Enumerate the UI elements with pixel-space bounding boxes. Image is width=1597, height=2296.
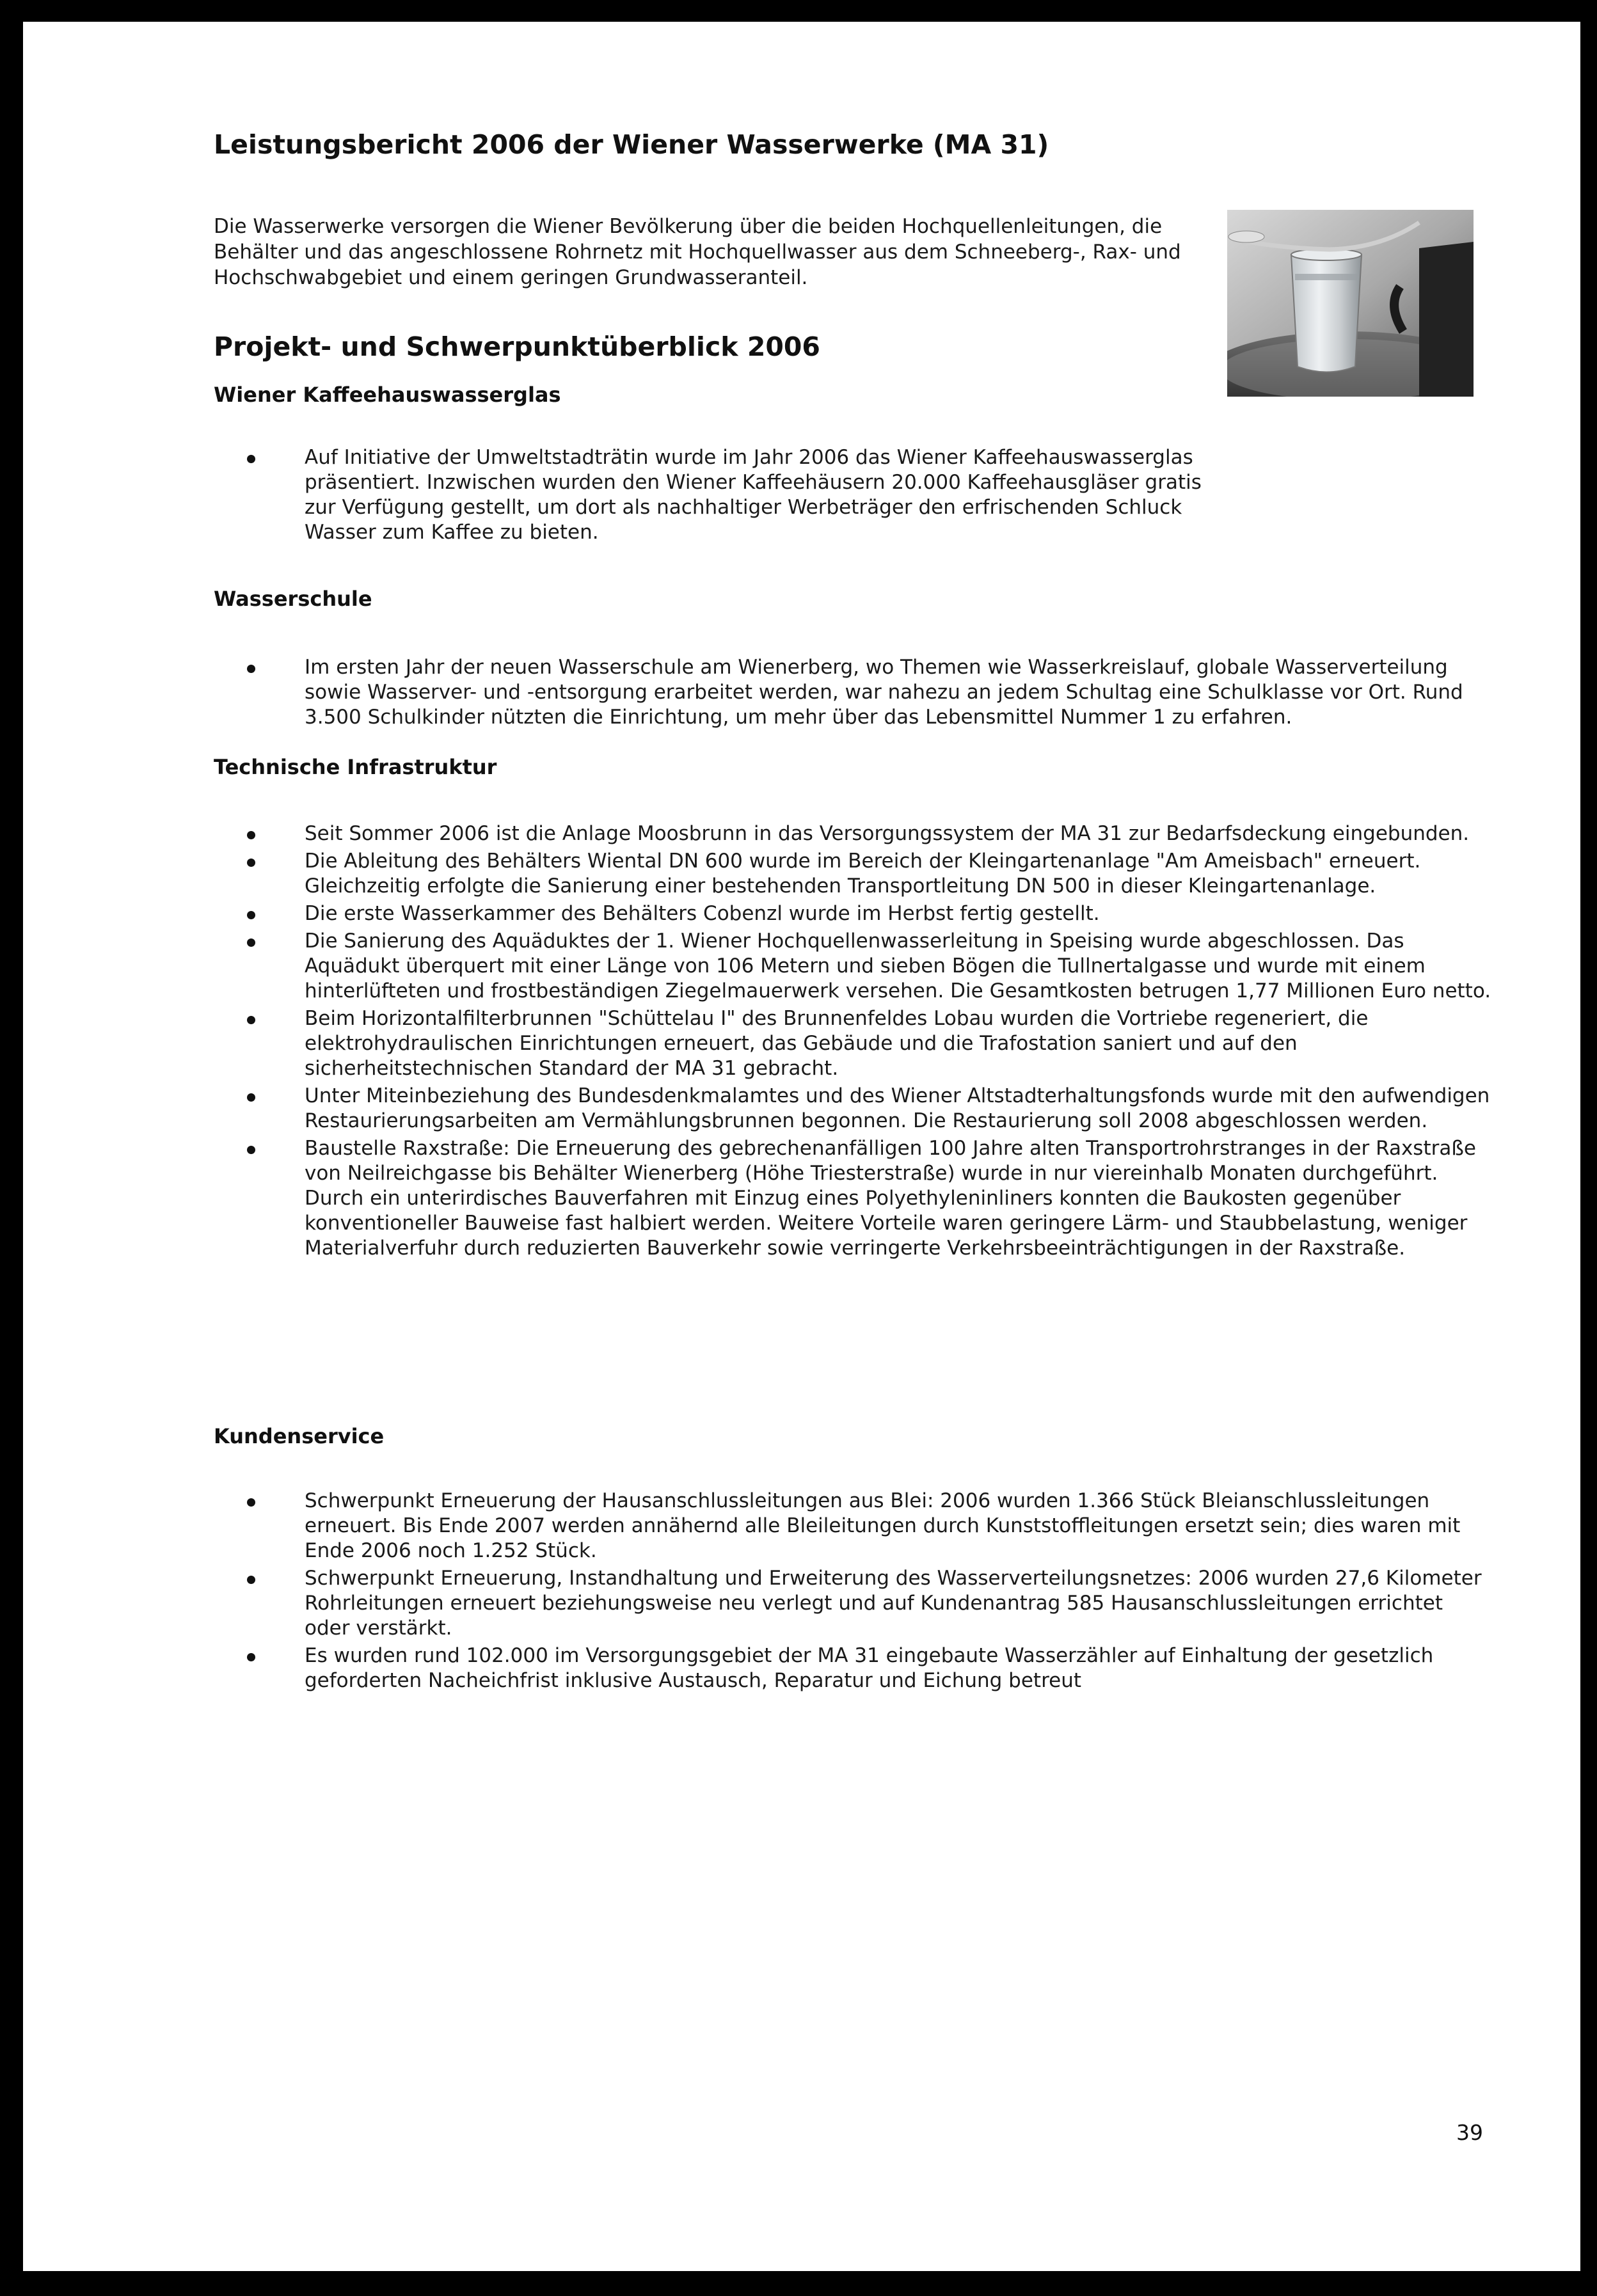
- document-page: [23, 22, 1580, 2271]
- list-item: Unter Miteinbeziehung des Bundesdenkmalamtes und des Wiener Altstadterhaltungsfonds wurde mit den aufwendigen Restaurierungsarbeiten am Vermählungsbrunnen begonnen. Die Restaurierung soll 2008 abgeschlossen werden.: [214, 1084, 1493, 1134]
- section-list: [214, 1489, 1493, 1696]
- section-heading: Wasserschule: [214, 587, 372, 611]
- bullet-icon: [247, 1093, 255, 1102]
- section-list: [214, 445, 1212, 548]
- bullet-icon: [247, 1498, 255, 1507]
- list-item: Im ersten Jahr der neuen Wasserschule am Wienerberg, wo Themen wie Wasserkreislauf, globale Wasserverteilung sowie Wasserver- und -entsorgung erarbeitet werden, war nahezu an jedem Schultag eine Schulklasse vor Ort. Rund 3.500 Schulkinder nützten die Einrichtung, um mehr über das Lebensmittel Nummer 1 zu erfahren.: [214, 655, 1493, 730]
- overview-heading: Projekt- und Schwerpunktüberblick 2006: [214, 331, 820, 362]
- list-item: Die erste Wasserkammer des Behälters Cobenzl wurde im Herbst fertig gestellt.: [214, 901, 1493, 926]
- bullet-icon: [247, 1016, 255, 1024]
- section-list: [214, 821, 1493, 1263]
- intro-paragraph: Die Wasserwerke versorgen die Wiener Bevölkerung über die beiden Hochquellenleitungen, die Behälter und das angeschlossene Rohrnetz mit Hochquellwasser aus dem Schneeberg-, Rax- und Hochschwabgebiet und einem geringen Grundwasseranteil.: [214, 215, 1181, 289]
- bullet-icon: [247, 938, 255, 947]
- bullet-icon: [247, 911, 255, 919]
- list-item: Die Sanierung des Aquäduktes der 1. Wiener Hochquellenwasserleitung in Speising wurde abgeschlossen. Das Aquädukt überquert mit einer Länge von 106 Metern und sieben Bögen die Tullnertalgasse und wurde mit einem hinterlüfteten und frostbeständigen Ziegelmauerwerk versehen. Die Gesamtkosten betrugen 1,77 Millionen Euro netto.: [214, 929, 1493, 1004]
- water-glass-photo: [1227, 210, 1474, 397]
- list-item: Seit Sommer 2006 ist die Anlage Moosbrunn in das Versorgungssystem der MA 31 zur Bedarfsdeckung eingebunden.: [214, 821, 1493, 846]
- water-glass-with-spoon-photo: [1227, 210, 1474, 397]
- bullet-icon: [247, 455, 255, 463]
- list-item: Schwerpunkt Erneuerung, Instandhaltung und Erweiterung des Wasserverteilungsnetzes: 2006 wurden 27,6 Kilometer Rohrleitungen erneuert beziehungsweise neu verlegt und auf Kundenantrag 585 Hausanschlussleitungen errichtet oder verstärkt.: [214, 1566, 1493, 1641]
- bullet-icon: [247, 1146, 255, 1154]
- section-heading: Wiener Kaffeehauswasserglas: [214, 383, 561, 407]
- list-item: Schwerpunkt Erneuerung der Hausanschlussleitungen aus Blei: 2006 wurden 1.366 Stück Bleianschlussleitungen erneuert. Bis Ende 2007 werden annähernd alle Bleileitungen durch Kunststoffleitungen ersetzt sein; dies waren mit Ende 2006 noch 1.252 Stück.: [214, 1489, 1493, 1564]
- list-item: Beim Horizontalfilterbrunnen "Schüttelau I" des Brunnenfeldes Lobau wurden die Vortriebe regeneriert, die elektrohydraulischen Einrichtungen erneuert, das Gebäude und die Trafostation saniert und auf den sicherheitstechnischen Standard der MA 31 gebracht.: [214, 1006, 1493, 1081]
- page-number: 39: [1456, 2120, 1483, 2145]
- report-title: Leistungsbericht 2006 der Wiener Wasserwerke (MA 31): [214, 129, 1049, 160]
- section-heading: Kundenservice: [214, 1424, 385, 1448]
- list-item: Die Ableitung des Behälters Wiental DN 600 wurde im Bereich der Kleingartenanlage "Am Ameisbach" erneuert. Gleichzeitig erfolgte die Sanierung einer bestehenden Transportleitung DN 500 in dieser Kleingartenanlage.: [214, 849, 1493, 899]
- section-heading: Technische Infrastruktur: [214, 755, 497, 779]
- bullet-icon: [247, 831, 255, 839]
- bullet-icon: [247, 1653, 255, 1661]
- list-item: Auf Initiative der Umweltstadträtin wurde im Jahr 2006 das Wiener Kaffeehauswasserglas präsentiert. Inzwischen wurden den Wiener Kaffeehäusern 20.000 Kaffeehausgläser gratis zur Verfügung gestellt, um dort als nachhaltiger Werbeträger den erfrischenden Schluck Wasser zum Kaffee zu bieten.: [214, 445, 1212, 545]
- section-list: [214, 655, 1493, 732]
- list-item: Es wurden rund 102.000 im Versorgungsgebiet der MA 31 eingebaute Wasserzähler auf Einhaltung der gesetzlich geforderten Nacheichfrist inklusive Austausch, Reparatur und Eichung betreut: [214, 1643, 1493, 1693]
- bullet-icon: [247, 859, 255, 867]
- bullet-icon: [247, 1576, 255, 1584]
- list-item: Baustelle Raxstraße: Die Erneuerung des gebrechenanfälligen 100 Jahre alten Transportrohrstranges in der Raxstraße von Neilreichgasse bis Behälter Wienerberg (Höhe Triesterstraße) wurde in nur viereinhalb Monaten durchgeführt. Durch ein unterirdisches Bauverfahren mit Einzug eines Polyethyleninliners konnten die Baukosten gegenüber konventioneller Bauweise fast halbiert werden. Weitere Vorteile waren geringere Lärm- und Staubbelastung, weniger Materialverfuhr durch reduzierten Bauverkehr sowie verringerte Verkehrsbeeinträchtigungen in der Raxstraße.: [214, 1136, 1493, 1261]
- bullet-icon: [247, 665, 255, 673]
